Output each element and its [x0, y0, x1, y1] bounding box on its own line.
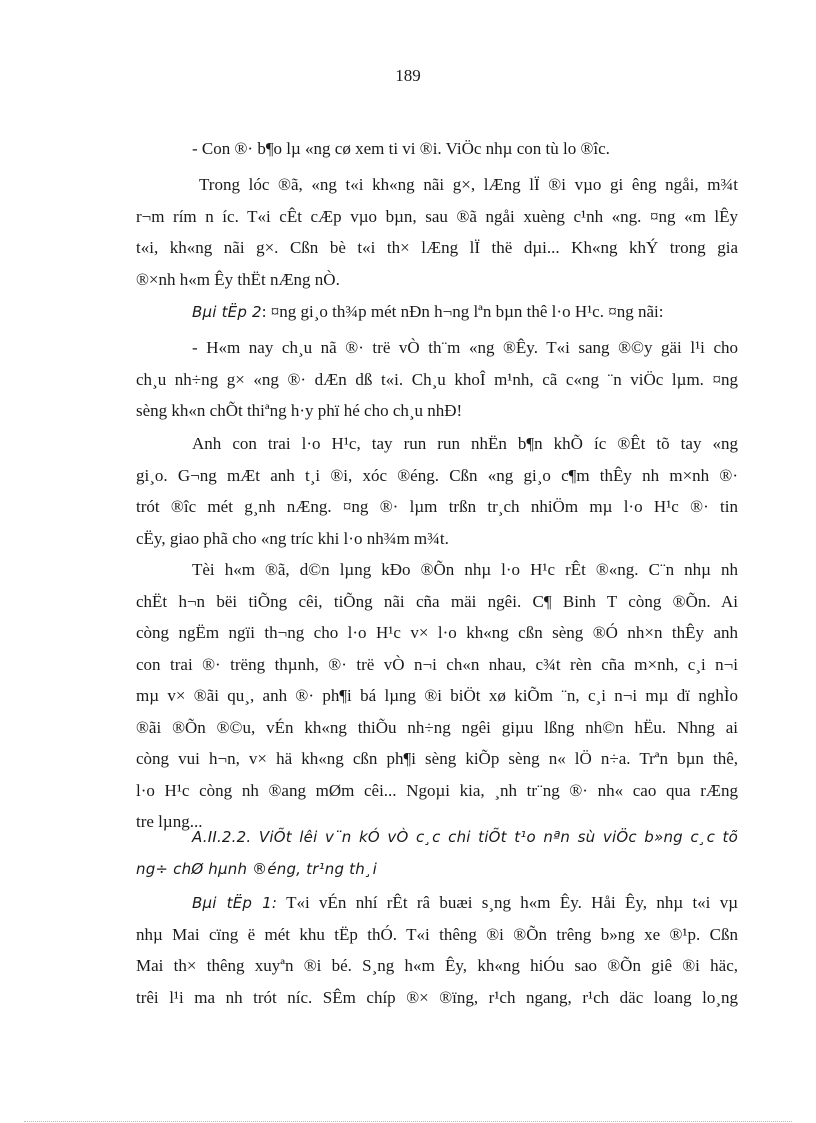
text-line — [192, 887, 738, 919]
text-line: Mai th× thêng xuyªn ®i bé. S¸ng h«m Êy, kh«ng hiÓu sao ®Õn giê ®i häc, — [136, 956, 738, 975]
text-line: - H«m nay ch¸u nã ®· trë vÒ th¨m «ng ®Êy. T«i sang ®©y gäi l¹i cho — [192, 338, 738, 357]
text-line: trót ®îc mét g¸nh nÆng. ¤ng ®· lµm trßn tr¸ch nhiÖm mµ l·o H¹c ®· tin — [136, 497, 738, 516]
text-line: gi¸o. G¬ng mÆt anh t¸i ®i, xóc ®éng. Cßn «ng gi¸o c¶m thÊy nh m×nh ®· — [136, 465, 738, 485]
text-line: ng÷ chØ hµnh ®éng, tr¹ng th¸i — [136, 859, 378, 878]
text-line: ch¸u nh÷ng g× «ng ®· dÆn dß t«i. Ch¸u khoÎ m¹nh, cã c«ng ¨n viÖc lµm. ¤ng — [136, 369, 738, 389]
section-heading — [136, 822, 738, 885]
text-line: Anh con trai l·o H¹c, tay run run nhËn b¶n khÕ íc ®Êt tõ tay «ng — [192, 434, 738, 453]
text-line: Trong lóc ®ã, «ng t«i kh«ng nãi g×, lÆng lÏ ®i vµo gi êng ngåi, m¾t — [199, 175, 738, 194]
text-line: mµ v× ®ãi qu¸, anh ®· ph¶i bá lµng ®i biÖt xø kiÕm ¨n, c¸i n¬i mµ dï nghÌo — [136, 686, 738, 705]
text-line: r¬m rím n íc. T«i cÊt cÆp vµo bµn, sau ®ã ngåi xuèng c¹nh «ng. ¤ng «m lÊy — [136, 206, 738, 226]
text-line: t«i, kh«ng nãi g×. Cßn bè t«i th× lÆng lÏ thë dµi... Kh«ng khÝ trong gia — [136, 238, 738, 257]
text-line: trêi l¹i ma nh trót níc. SÊm chíp ®× ®ïng, r¹ch ngang, r¹ch däc loang lo¸ng — [136, 987, 738, 1007]
paragraph — [136, 428, 738, 554]
paragraph — [192, 296, 738, 328]
text-line: chËt h¬n bëi tiÕng cêi, tiÕng nãi cña mäi ngêi. C¶ Binh T còng ®Õn. Ai — [136, 591, 738, 611]
text-line: Tèi h«m ®ã, d©n lµng kÐo ®Õn nhµ l·o H¹c rÊt ®«ng. C¨n nhµ nh — [192, 560, 738, 579]
text-line: sèng kh«n chÕt thiªng h·y phï hé cho ch¸u nhÐ! — [136, 401, 463, 420]
text-line: - Con ®· b¶o lµ «ng cø xem ti vi ®i. ViÖc nhµ con tù lo ®îc. — [192, 139, 610, 158]
paragraph — [136, 169, 738, 295]
text-line: tre lµng... — [136, 812, 203, 831]
text-line: cËy, giao phã cho «ng tríc khi l·o nh¾m m¾t. — [136, 528, 449, 548]
text-line: A.II.2.2. ViÕt lêi v¨n kÓ vÒ c¸c chi tiÕt t¹o nªn sù viÖc b»ng c¸c tõ — [192, 828, 738, 846]
text-line: l·o H¹c còng nh ®ang mØm cêi... Ngoµi kia, ¸nh tr¨ng ®· nh« cao qua rÆng — [136, 780, 738, 800]
exercise-label: Bµi tËp 2 — [192, 303, 262, 321]
text-line: ®ãi ®Õn ®©u, vÉn kh«ng thiÕu nh÷ng ngêi giµu lßng nh©n hËu. Nhng ai — [136, 717, 738, 737]
text-fragment: T«i vÉn nhí rÊt râ buæi s¸ng h«m Êy. Håi Êy, nhµ t«i vµ — [277, 893, 739, 912]
exercise-label: Bµi tËp 1: — [192, 894, 278, 912]
paragraph — [136, 887, 739, 1013]
text-line: còng vui h¬n, v× hä kh«ng cßn ph¶i sèng kiÕp sèng n« lÖ n÷a. Trªn bµn thê, — [136, 749, 738, 768]
text-fragment: : ¤ng gi¸o th¾p mét nÐn h¬ng lªn bµn thê l·o H¹c. ¤ng nãi: — [261, 302, 664, 321]
page-edge-rule — [24, 1121, 792, 1122]
page-number: 189 — [395, 66, 421, 85]
text-line: ®×nh h«m Êy thËt nÆng nÒ. — [136, 269, 340, 289]
text-line: nhµ Mai cïng ë mét khu tËp thÓ. T«i thêng ®i ®Õn trêng b»ng xe ®¹p. Cßn — [136, 924, 738, 944]
paragraph — [192, 133, 738, 165]
text-line: con trai ®· trëng thµnh, ®· trë vÒ n¬i ch«n nhau, c¾t rèn cña m×nh, c¸i n¬i — [136, 654, 738, 674]
paragraph — [136, 332, 738, 427]
text-line: còng ngËm ngïi th¬ng cho l·o H¹c v× l·o kh«ng cßn sèng ®Ó nh×n thÊy anh — [136, 623, 738, 642]
paragraph — [136, 554, 738, 838]
text-line — [192, 296, 738, 328]
